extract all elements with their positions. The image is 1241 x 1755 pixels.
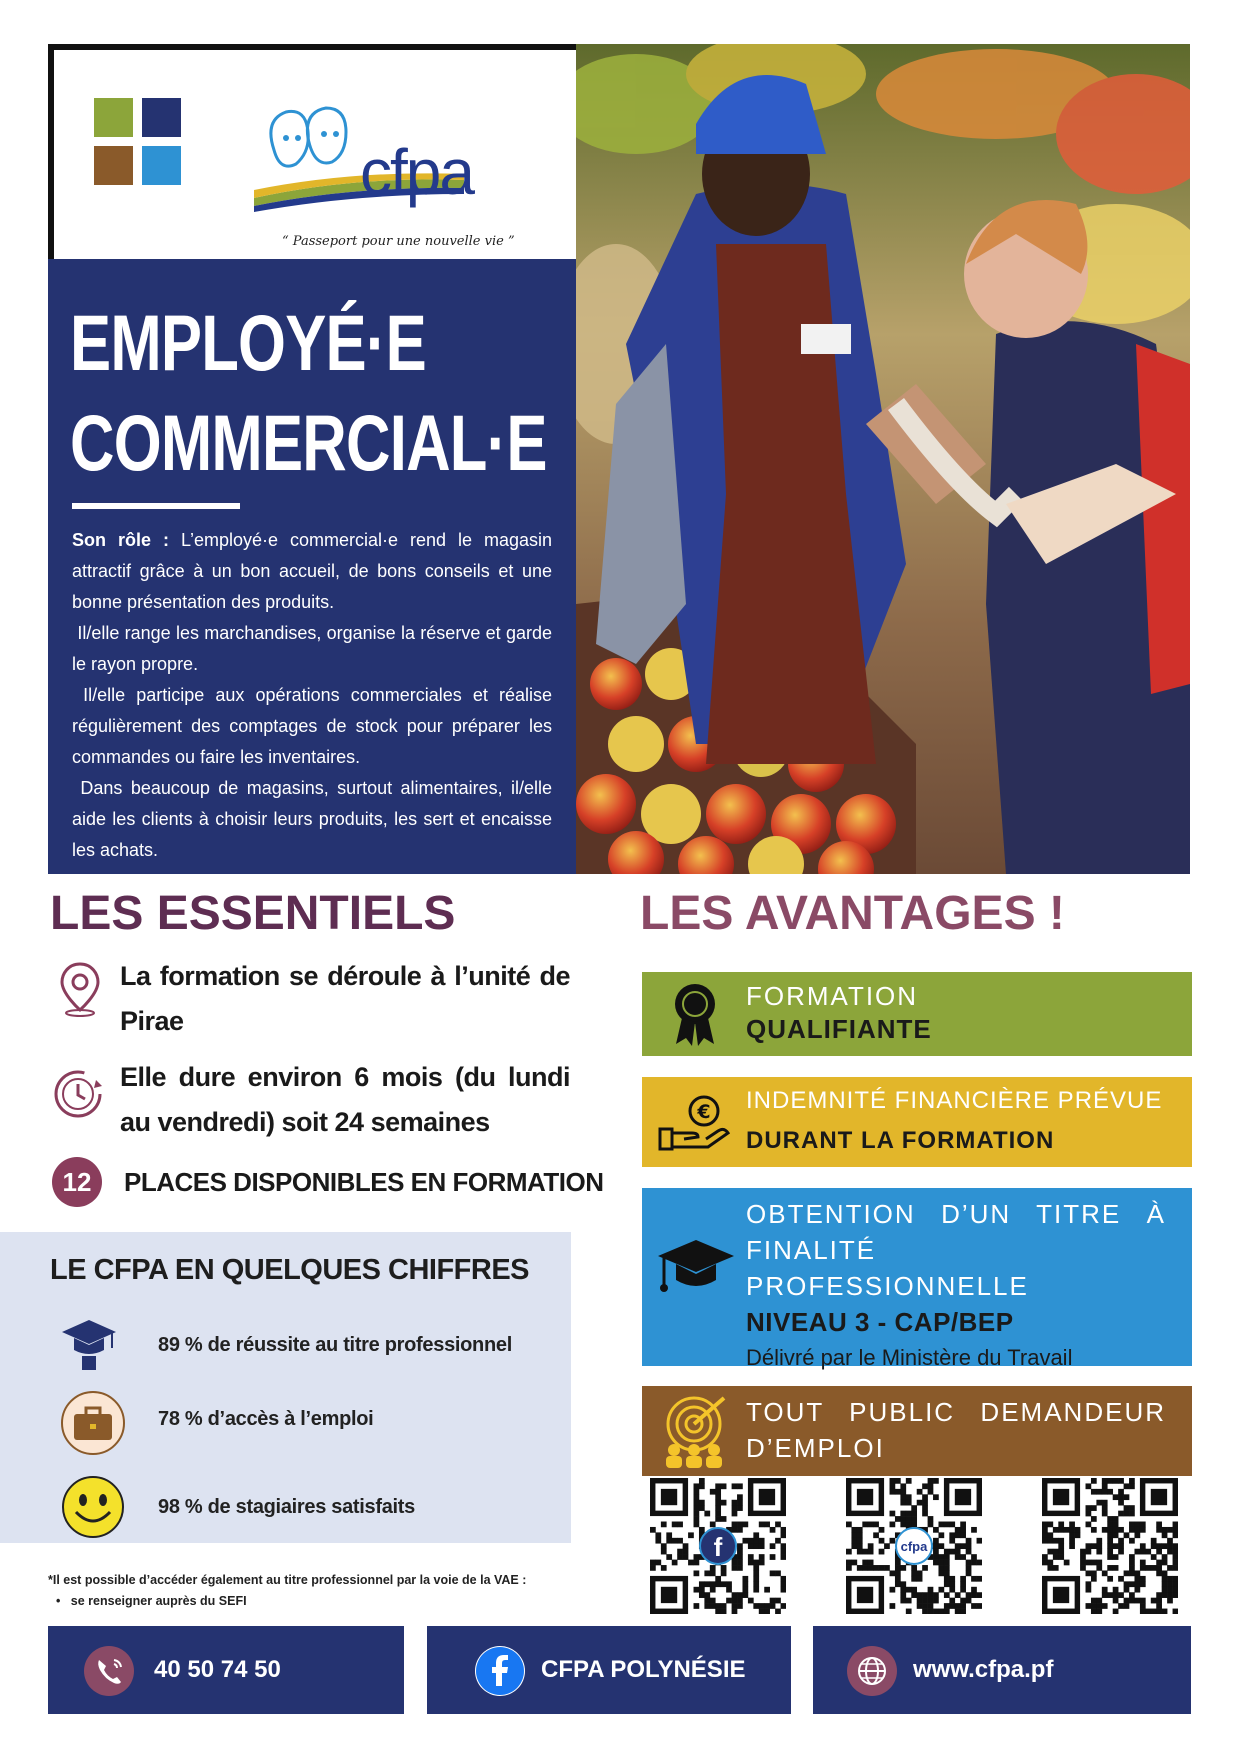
phone-icon <box>84 1646 134 1696</box>
role-paragraph-2: Il/elle range les marchandises, organise la réserve et garde le rayon propre. <box>72 623 552 674</box>
avantage-public-text: TOUT PUBLIC DEMANDEUR D’EMPLOI <box>746 1397 1166 1463</box>
qr-center-label: cfpa <box>900 1539 928 1554</box>
supermarket-employees-photo <box>576 44 1190 874</box>
role-label: Son rôle : <box>72 530 169 550</box>
avantage-titre-line1: OBTENTION D’UN TITRE À FINALITÉ PROFESSIONNELLE <box>746 1199 1166 1301</box>
brand-tagline: “ Passeport pour une nouvelle vie ” <box>282 234 515 249</box>
facebook-icon <box>475 1646 525 1696</box>
chiffres-heading: LE CFPA EN QUELQUES CHIFFRES <box>50 1254 530 1286</box>
logo-square-green <box>94 98 133 137</box>
phone-number: 40 50 74 50 <box>154 1656 281 1683</box>
avantages-heading: LES AVANTAGES ! <box>640 887 1065 940</box>
footnote-bullet: se renseigner auprès du SEFI <box>70 1594 247 1608</box>
avantage-titre-line3: Délivré par le Ministère du Travail <box>746 1345 1073 1370</box>
qr-code-website[interactable] <box>1042 1478 1178 1614</box>
role-paragraph-1: L’employé·e commercial·e rend le magasin attractif grâce à un bon accueil, de bons conseils et une bonne présentation des produits. <box>72 530 552 612</box>
mortarboard-icon <box>656 1236 736 1296</box>
avantage-titre-card <box>642 1188 1192 1370</box>
places-count: 12 <box>62 1167 92 1197</box>
role-paragraph-4: Dans beaucoup de magasins, surtout alimentaires, il/elle aide les clients à choisir leurs produits, les sert et encaisse les achats. <box>72 778 552 860</box>
stat-emploi: 78 % d’accès à l’emploi <box>158 1408 374 1430</box>
facebook-page-name: CFPA POLYNÉSIE <box>541 1656 746 1683</box>
essentiel-location-text: La formation se déroule à l’unité de Pirae <box>120 961 570 1036</box>
contact-phone[interactable] <box>48 1626 404 1714</box>
avantage-formation-card <box>642 972 1192 1056</box>
essentiel-places-text: PLACES DISPONIBLES EN FORMATION <box>124 1167 604 1197</box>
avantage-indemnite-card <box>642 1077 1192 1167</box>
qr-center-label: f <box>713 1532 723 1562</box>
essentiels-heading: LES ESSENTIELS <box>50 887 456 940</box>
logo-block <box>48 44 576 259</box>
page-title-line1: EMPLOYÉ·E <box>70 298 426 387</box>
logo-square-blue <box>142 146 181 185</box>
clock-cycle-icon <box>52 1066 108 1122</box>
cfpa-wordmark: cfpa <box>360 136 473 208</box>
avantage-indemnite-line2: DURANT LA FORMATION <box>746 1127 1055 1154</box>
stat-satisfaits: 98 % de stagiaires satisfaits <box>158 1496 415 1518</box>
graduation-cap-icon <box>60 1314 118 1372</box>
website-url: www.cfpa.pf <box>913 1656 1054 1683</box>
contact-website[interactable] <box>813 1626 1191 1714</box>
avantage-titre-line2: NIVEAU 3 - CAP/BEP <box>746 1307 1014 1337</box>
contact-facebook[interactable] <box>427 1626 791 1714</box>
globe-icon <box>847 1646 897 1696</box>
title-underline <box>72 503 240 509</box>
avantage-public-card <box>642 1386 1192 1476</box>
bullet-dot: • <box>56 1594 71 1608</box>
svg-text:€: € <box>697 1101 711 1123</box>
briefcase-icon <box>60 1390 126 1456</box>
qr-code-cfpa[interactable] <box>846 1478 982 1614</box>
location-pin-icon <box>58 960 102 1018</box>
number-badge-icon <box>52 1157 102 1207</box>
logo-square-navy <box>142 98 181 137</box>
target-people-icon <box>660 1394 732 1470</box>
essentiel-duration-text: Elle dure environ 6 mois (du lundi au vendredi) soit 24 semaines <box>120 1062 570 1137</box>
cfpa-chiffres-panel <box>0 1232 571 1543</box>
qr-code-facebook[interactable] <box>650 1478 786 1614</box>
avantage-formation-line1: FORMATION <box>746 981 919 1011</box>
title-panel <box>48 259 576 874</box>
euro-hand-icon <box>658 1093 732 1153</box>
vae-footnote <box>48 1570 526 1612</box>
avantage-formation-line2: QUALIFIANTE <box>746 1014 932 1044</box>
avantage-indemnite-line1: INDEMNITÉ FINANCIÈRE PRÉVUE <box>746 1087 1163 1114</box>
smiley-icon <box>60 1474 126 1540</box>
page-title-line2: COMMERCIAL·E <box>70 398 547 487</box>
footnote-line: *Il est possible d’accéder également au titre professionnel par la voie de la VAE : <box>48 1573 527 1587</box>
role-paragraph-3: Il/elle participe aux opérations commerciales et réalise régulièrement des comptages de stock pour préparer les commandes ou faire les inventaires. <box>72 685 552 767</box>
logo-square-brown <box>94 146 133 185</box>
role-description <box>72 525 552 866</box>
stat-reussite: 89 % de réussite au titre professionnel <box>158 1334 512 1356</box>
award-ribbon-icon <box>672 980 718 1048</box>
